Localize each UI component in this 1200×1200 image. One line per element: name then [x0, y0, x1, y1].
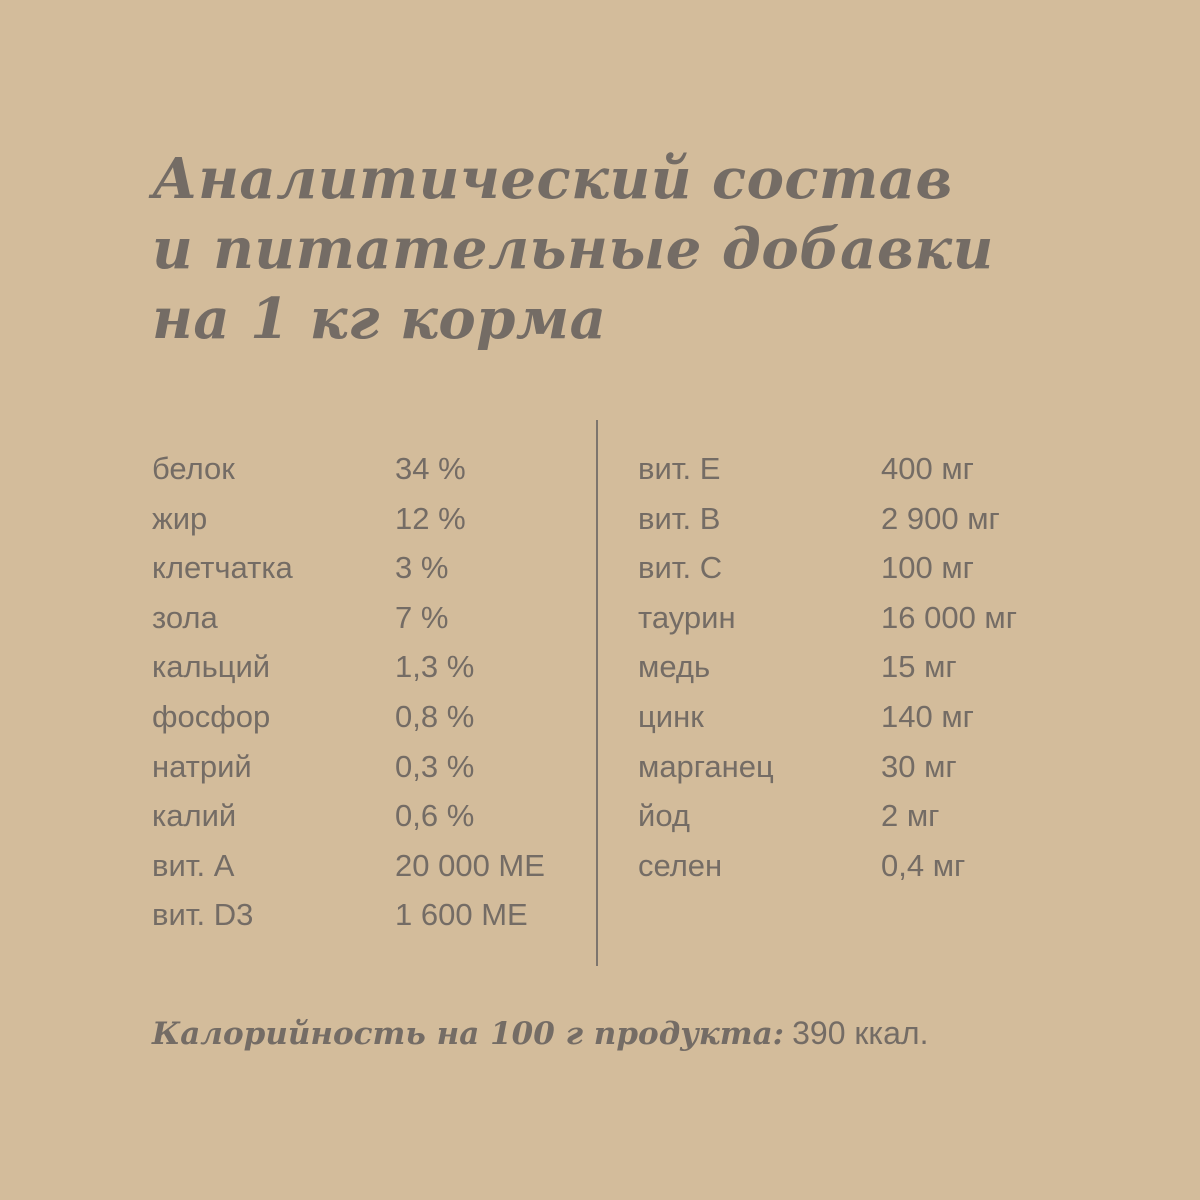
nutrient-value: 16 000 мг	[881, 599, 1018, 635]
nutrient-name: медь	[638, 649, 711, 685]
nutrient-value: 3 %	[395, 550, 449, 586]
nutrient-name: йод	[638, 798, 690, 834]
title-line: Аналитический состав	[152, 146, 953, 212]
nutrient-value: 12 %	[395, 500, 466, 536]
nutrient-name: цинк	[638, 698, 704, 734]
nutrient-value: 100 мг	[881, 550, 974, 586]
nutrient-value: 0,3 %	[395, 748, 475, 784]
calorie-label: Калорийность на 100 г продукта:	[152, 1016, 785, 1052]
nutrient-value: 1,3 %	[395, 649, 475, 685]
title-line: на 1 кг корма	[152, 286, 607, 352]
nutrient-value: 2 мг	[881, 798, 940, 834]
nutrient-name: кальций	[152, 649, 271, 685]
title-line: и питательные добавки	[152, 216, 994, 282]
nutrient-value: 140 мг	[881, 698, 974, 734]
page-title	[152, 144, 994, 354]
nutrient-name: вит. В	[638, 500, 721, 536]
nutrient-value: 7 %	[395, 599, 449, 635]
calorie-info	[152, 1008, 928, 1059]
nutrient-name: натрий	[152, 748, 252, 784]
nutrient-value: 0,6 %	[395, 798, 475, 834]
nutrient-value: 400 мг	[881, 451, 974, 486]
nutrient-name: вит. Е	[638, 451, 721, 486]
nutrient-name: селен	[638, 847, 723, 883]
nutrient-value: 0,8 %	[395, 698, 475, 734]
nutrient-name: жир	[152, 500, 208, 536]
nutrient-name: вит. D3	[152, 897, 254, 933]
nutrient-name: белок	[152, 451, 235, 486]
column-divider	[596, 420, 598, 966]
nutrient-value: 2 900 мг	[881, 500, 1000, 536]
nutrient-value: 15 мг	[881, 649, 957, 685]
calorie-value: 390 ккал.	[792, 1015, 929, 1051]
nutrient-value: 1 600 МЕ	[395, 897, 528, 933]
nutrient-name: фосфор	[152, 698, 271, 734]
nutrient-value: 0,4 мг	[881, 847, 966, 883]
nutrient-name: вит. С	[638, 550, 723, 586]
nutrient-value: 30 мг	[881, 748, 957, 784]
nutrient-value: 20 000 МЕ	[395, 847, 545, 883]
nutrient-name: марганец	[638, 748, 774, 784]
nutrient-value: 34 %	[395, 451, 466, 486]
nutrient-name: клетчатка	[152, 550, 293, 586]
nutrient-name: таурин	[638, 599, 736, 635]
nutrient-name: калий	[152, 798, 237, 834]
nutrient-name: зола	[152, 599, 218, 635]
nutrient-name: вит. А	[152, 847, 235, 883]
